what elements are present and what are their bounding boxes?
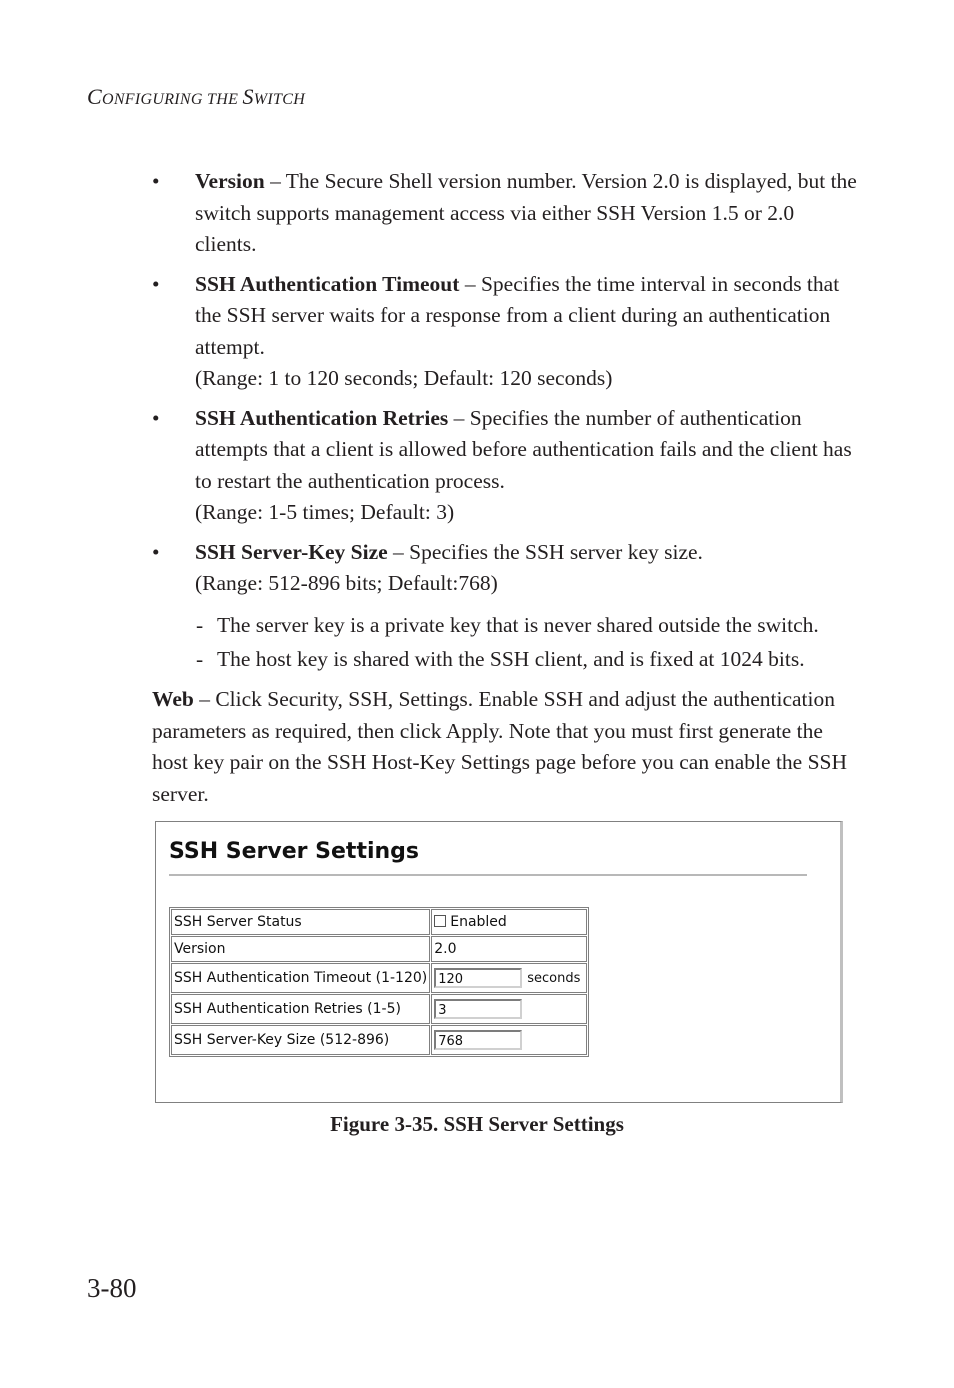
keysize-cell	[431, 1025, 587, 1055]
range-note: (Range: 1-5 times; Default: 3)	[195, 500, 455, 524]
title-divider	[169, 874, 807, 876]
bullet-marker: •	[152, 169, 160, 193]
bullet-marker: •	[152, 271, 160, 296]
table-row	[171, 1025, 587, 1055]
term: SSH Authentication Timeout	[195, 271, 460, 296]
range-note: (Range: 512-896 bits; Default:768)	[195, 571, 498, 595]
list-item-retries	[150, 403, 860, 529]
list-item-timeout	[150, 269, 860, 395]
description: – The Secure Shell version number. Version 2.0 is displayed, but the switch supports management access via either SSH Version 1.5 or 2.0 clients.	[195, 169, 857, 256]
timeout-label: SSH Authentication Timeout (1-120)	[171, 963, 430, 993]
bullet-marker: •	[152, 405, 160, 430]
table-row	[171, 963, 587, 993]
list-item-keysize	[150, 537, 860, 600]
status-cell	[431, 909, 587, 935]
running-header: CONFIGURING THE SWITCH	[87, 84, 306, 109]
keysize-label: SSH Server-Key Size (512-896)	[171, 1025, 430, 1055]
web-term: Web	[152, 687, 194, 711]
range-note: (Range: 1 to 120 seconds; Default: 120 seconds)	[195, 366, 613, 390]
sub-item: - The server key is a private key that is never shared outside the switch.	[196, 612, 819, 637]
ssh-settings-screenshot	[155, 821, 843, 1103]
page-number: 3-80	[87, 1273, 137, 1303]
version-value: 2.0	[431, 936, 587, 962]
status-label: SSH Server Status	[171, 909, 430, 935]
table-row	[171, 994, 587, 1024]
figure-caption: Figure 3-35. SSH Server Settings	[330, 1112, 624, 1136]
bullet-marker: •	[152, 539, 160, 564]
version-label: Version	[171, 936, 430, 962]
timeout-input[interactable]: 120	[434, 968, 522, 988]
enabled-label: Enabled	[450, 914, 507, 930]
list-item-version	[150, 166, 860, 261]
settings-table	[169, 907, 589, 1057]
key-notes	[150, 608, 860, 676]
retries-input[interactable]: 3	[434, 999, 522, 1019]
retries-label: SSH Authentication Retries (1-5)	[171, 994, 430, 1024]
table-row	[171, 936, 587, 962]
timeout-unit: seconds	[527, 971, 581, 986]
screenshot-title: SSH Server Settings	[169, 839, 420, 864]
enabled-checkbox[interactable]	[434, 915, 446, 927]
sub-item: - The host key is shared with the SSH client, and is fixed at 1024 bits.	[196, 646, 805, 671]
description: – Specifies the number of authentication attempts that a client is allowed before authentication fails and the client has to restart the authentication process.	[195, 405, 852, 493]
keysize-input[interactable]: 768	[434, 1030, 522, 1050]
web-text: – Click Security, SSH, Settings. Enable SSH and adjust the authentication parameters as required, then click Apply. Note that you must first generate the host key pair on the SSH Host-Key Settings page before you can enable the SSH server.	[152, 687, 848, 806]
term: SSH Authentication Retries	[195, 405, 449, 430]
term: SSH Server-Key Size	[195, 539, 388, 564]
description: – Specifies the time interval in seconds that the SSH server waits for a response from a client during an authentication attempt.	[195, 271, 840, 359]
retries-cell	[431, 994, 587, 1024]
table-row	[171, 909, 587, 935]
term: Version	[195, 169, 265, 193]
web-instructions	[152, 684, 852, 810]
parameter-list	[150, 166, 860, 676]
description: – Specifies the SSH server key size.	[387, 539, 703, 564]
timeout-cell	[431, 963, 587, 993]
